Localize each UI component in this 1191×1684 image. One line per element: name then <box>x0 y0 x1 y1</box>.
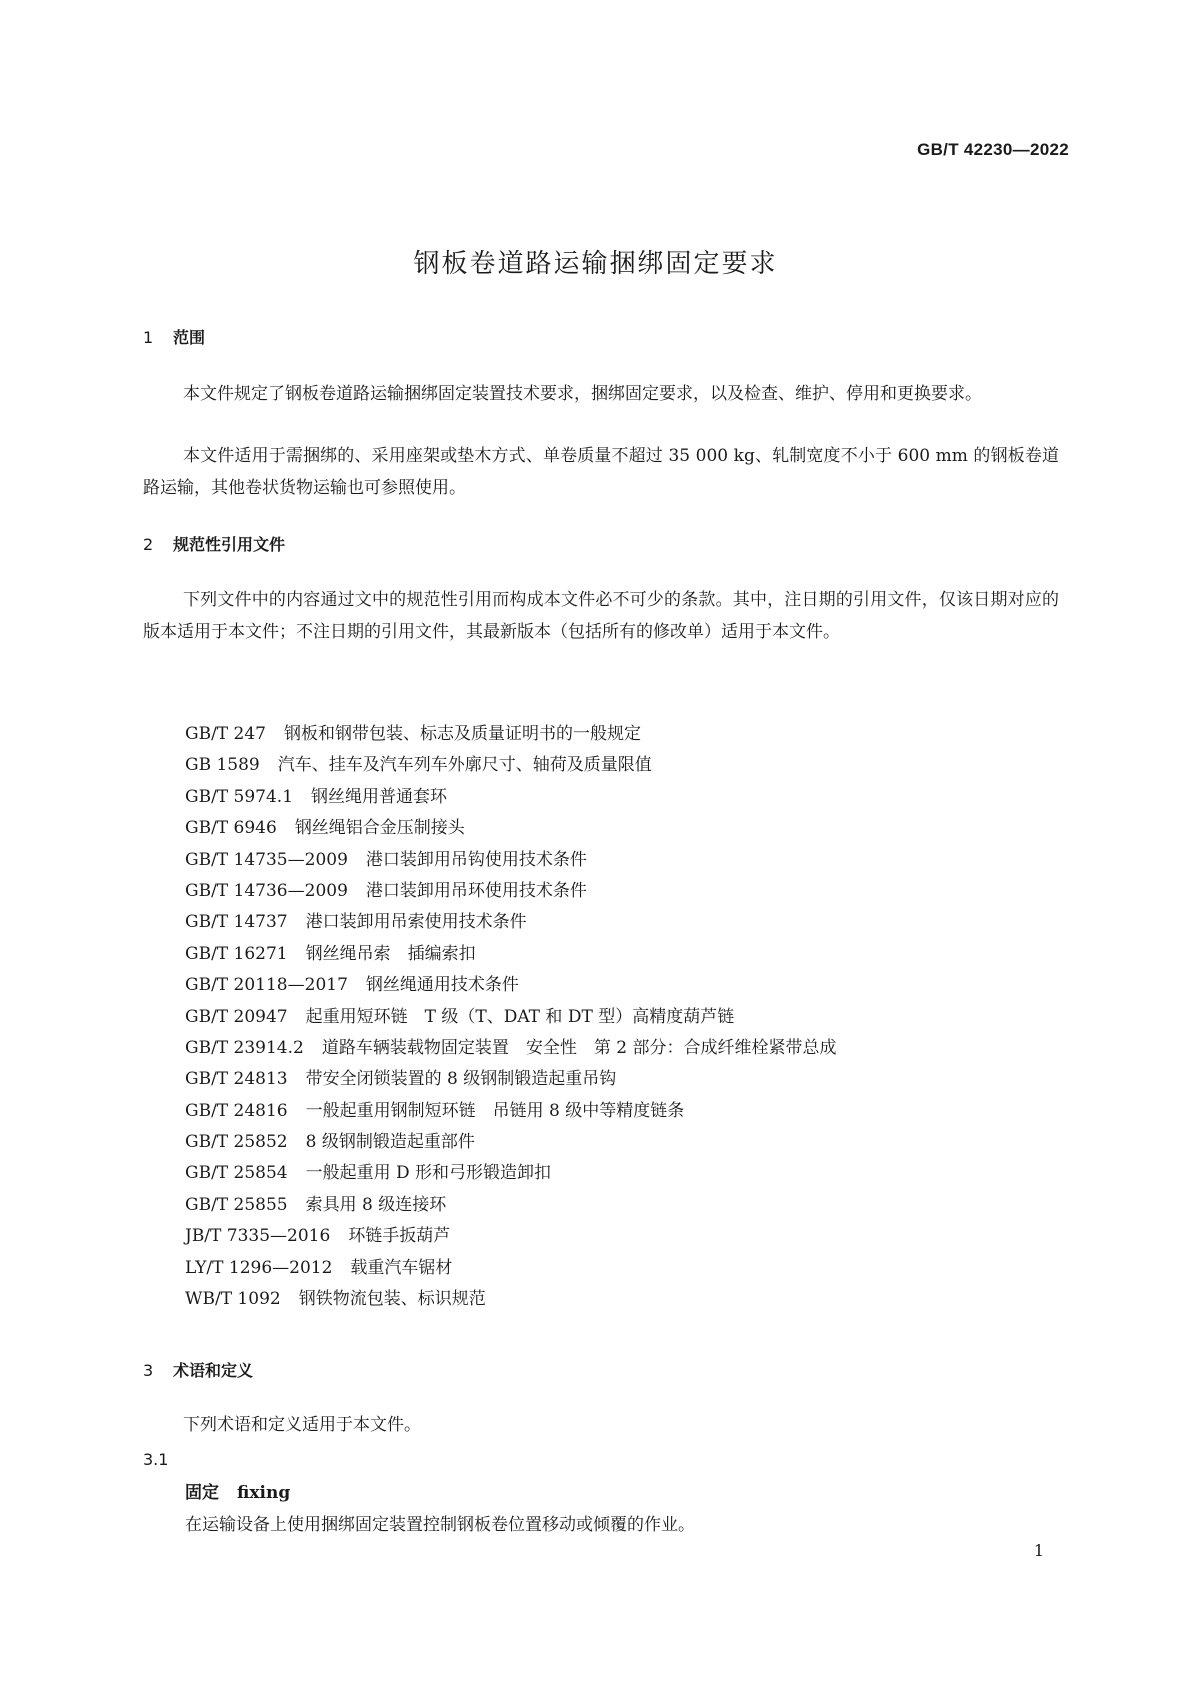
term-chinese: 固定 <box>185 1483 219 1503</box>
clause-number: 3.1 <box>143 1450 169 1469</box>
reference-title: 钢丝绳铝合金压制接头 <box>294 818 465 839</box>
reference-title: 一般起重用 D 形和弓形锻造卸扣 <box>305 1163 552 1184</box>
reference-item <box>185 1158 836 1189</box>
reference-title: 港口装卸用吊环使用技术条件 <box>365 880 587 901</box>
section-1-heading <box>143 325 205 348</box>
reference-code: GB/T 24816 <box>185 1100 288 1121</box>
standard-code: GB/T 42230—2022 <box>917 140 1069 159</box>
reference-code: GB/T 25854 <box>185 1163 288 1184</box>
section-title: 规范性引用文件 <box>173 535 286 554</box>
page-number: 1 <box>1033 1541 1044 1560</box>
reference-code: GB/T 20947 <box>185 1006 288 1027</box>
reference-code: GB/T 24813 <box>185 1069 288 1090</box>
reference-title: 港口装卸用吊索使用技术条件 <box>305 912 527 933</box>
section-3-heading <box>143 1358 253 1381</box>
section-number: 3 <box>143 1361 154 1380</box>
reference-code: GB/T 5974.1 <box>185 786 294 807</box>
reference-code: GB/T 25852 <box>185 1132 288 1153</box>
reference-title: 起重用短环链 T 级（T、DAT 和 DT 型）高精度葫芦链 <box>305 1006 735 1027</box>
reference-item <box>185 719 836 750</box>
terms-intro: 下列术语和定义适用于本文件。 <box>183 1415 421 1435</box>
reference-title: 钢丝绳吊索 插编索扣 <box>305 943 476 964</box>
reference-code: GB/T 6946 <box>185 818 277 839</box>
term-entry <box>185 1478 290 1503</box>
section-number: 2 <box>143 535 154 554</box>
reference-title: 道路车辆装载物固定装置 安全性 第 2 部分：合成纤维栓紧带总成 <box>321 1037 837 1058</box>
reference-item <box>185 782 836 813</box>
reference-item <box>185 970 836 1001</box>
reference-item <box>185 1284 836 1315</box>
reference-code: GB/T 25855 <box>185 1194 288 1215</box>
section-2-heading <box>143 532 285 555</box>
section-title: 术语和定义 <box>173 1361 254 1380</box>
reference-item <box>185 845 836 876</box>
reference-title: 钢板和钢带包装、标志及质量证明书的一般规定 <box>284 724 641 744</box>
scope-paragraph-1: 本文件规定了钢板卷道路运输捆绑固定装置技术要求，捆绑固定要求，以及检查、维护、停用和更换要求。 <box>183 384 982 404</box>
reference-title: 带安全闭锁装置的 8 级钢制锻造起重吊钩 <box>305 1069 617 1090</box>
reference-code: WB/T 1092 <box>185 1289 281 1310</box>
reference-item <box>185 750 836 781</box>
reference-code: GB/T 14735—2009 <box>185 849 348 870</box>
reference-code: GB/T 247 <box>185 724 266 744</box>
reference-title: 汽车、挂车及汽车列车外廓尺寸、轴荷及质量限值 <box>277 755 652 776</box>
reference-code: GB/T 20118—2017 <box>185 975 348 996</box>
reference-title: 索具用 8 级连接环 <box>305 1194 447 1215</box>
reference-code: GB/T 14737 <box>185 912 288 933</box>
reference-code: GB/T 23914.2 <box>185 1037 304 1058</box>
scope-paragraph-2: 本文件适用于需捆绑的、采用座架或垫木方式、单卷质量不超过 35 000 kg、轧制宽度不小于 600 mm 的钢板卷道路运输，其他卷状货物运输也可参照使用。 <box>143 446 1059 498</box>
reference-code: GB/T 14736—2009 <box>185 880 348 901</box>
reference-item <box>185 1253 836 1284</box>
reference-item <box>185 813 836 844</box>
term-english: fixing <box>237 1483 291 1503</box>
reference-title: 8 级钢制锻造起重部件 <box>305 1132 475 1153</box>
reference-item <box>185 907 836 938</box>
term-definition: 在运输设备上使用捆绑固定装置控制钢板卷位置移动或倾覆的作业。 <box>185 1515 695 1535</box>
normative-references-list <box>185 719 836 1315</box>
reference-item <box>185 1002 836 1033</box>
reference-title: 钢丝绳通用技术条件 <box>365 975 519 996</box>
reference-item <box>185 1190 836 1221</box>
reference-item <box>185 939 836 970</box>
reference-title: 一般起重用钢制短环链 吊链用 8 级中等精度链条 <box>305 1100 685 1121</box>
reference-title: 钢丝绳用普通套环 <box>311 786 448 807</box>
reference-title: 载重汽车锯材 <box>350 1257 453 1278</box>
reference-item <box>185 1221 836 1252</box>
reference-code: LY/T 1296—2012 <box>185 1257 333 1278</box>
reference-code: GB 1589 <box>185 755 260 776</box>
section-title: 范围 <box>173 328 206 347</box>
reference-item <box>185 1064 836 1095</box>
reference-code: GB/T 16271 <box>185 943 288 964</box>
references-intro: 下列文件中的内容通过文中的规范性引用而构成本文件必不可少的条款。其中，注日期的引用文件，仅该日期对应的版本适用于本文件；不注日期的引用文件，其最新版本（包括所有的修改单）适用于本文件。 <box>143 590 1059 642</box>
reference-title: 环链手扳葫芦 <box>348 1226 451 1247</box>
reference-title: 港口装卸用吊钩使用技术条件 <box>365 849 587 870</box>
section-number: 1 <box>143 328 154 347</box>
document-title: 钢板卷道路运输捆绑固定要求 <box>413 249 778 279</box>
reference-item <box>185 1127 836 1158</box>
reference-title: 钢铁物流包装、标识规范 <box>298 1289 486 1310</box>
reference-item <box>185 1096 836 1127</box>
reference-code: JB/T 7335—2016 <box>185 1226 331 1247</box>
reference-item <box>185 1033 836 1064</box>
reference-item <box>185 876 836 907</box>
